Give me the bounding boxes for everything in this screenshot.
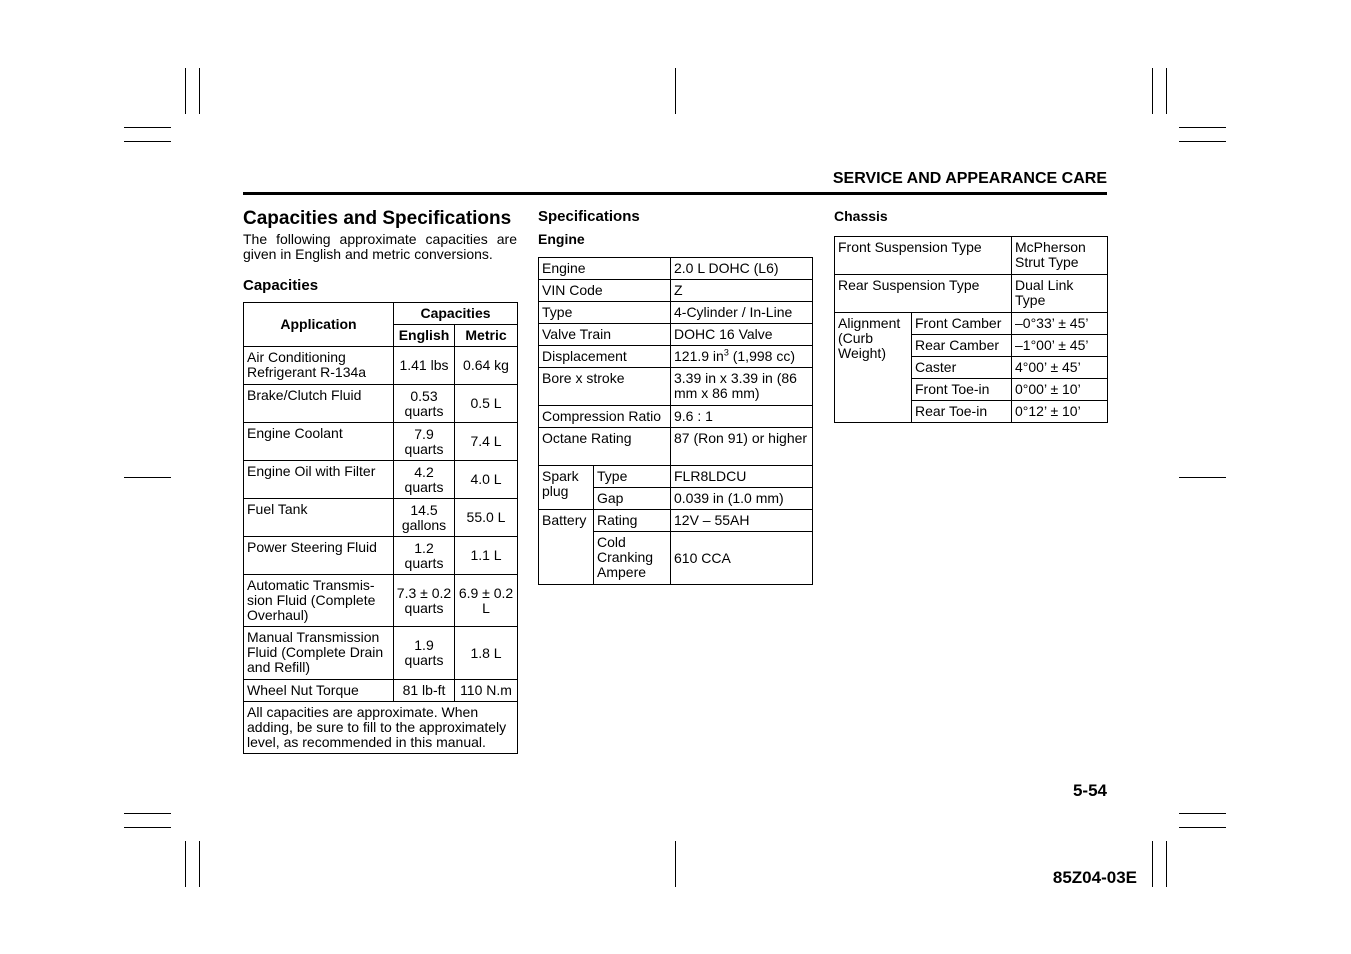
alignment-item-label: Rear Toe-in: [912, 401, 1012, 423]
metric-cell: 0.5 L: [455, 385, 518, 423]
crop-mark: [124, 477, 171, 478]
application-cell: Engine Oil with Filter: [244, 461, 394, 499]
crop-mark: [675, 841, 676, 887]
metric-cell: 0.64 kg: [455, 347, 518, 385]
engine-subheading: Engine: [538, 231, 585, 247]
alignment-item-label: Rear Camber: [912, 335, 1012, 357]
crop-mark: [1166, 841, 1167, 887]
table-row: [244, 575, 518, 627]
alignment-item-value: 0°00’ ± 10’: [1012, 379, 1108, 401]
displacement-label: Displacement: [539, 346, 671, 368]
english-cell: 4.2 quarts: [394, 461, 455, 499]
application-cell: Engine Coolant: [244, 423, 394, 461]
chassis-specs-table: [834, 236, 1108, 423]
type-label: Type: [539, 302, 671, 324]
displacement-exponent: 3: [723, 347, 729, 358]
table-row: [244, 385, 518, 423]
alignment-item-value: 4°00’ ± 45’: [1012, 357, 1108, 379]
application-cell: Power Steering Fluid: [244, 537, 394, 575]
crop-mark: [1179, 127, 1226, 128]
valve-train-value: DOHC 16 Valve: [671, 324, 813, 346]
spark-plug-label: Spark plug: [539, 466, 594, 510]
crop-mark: [199, 68, 200, 114]
column-header-english: English: [394, 325, 455, 347]
intro-text-line2: given in English and metric conversions.: [243, 246, 493, 262]
capacities-heading: Capacities: [243, 277, 319, 294]
capacities-note: All capacities are approximate. When adding, be sure to fill to the approximately level, as recommended in this manual.: [244, 702, 518, 754]
crop-mark: [124, 827, 171, 828]
application-cell: Wheel Nut Torque: [244, 680, 394, 702]
displacement-value-cc: (1,998 cc): [728, 348, 795, 364]
engine-specs-table: [538, 257, 813, 585]
document-code: 85Z04-03E: [1052, 868, 1137, 887]
alignment-label: Alignment (Curb Weight): [835, 313, 912, 423]
table-row: [244, 423, 518, 461]
cold-cranking-label: Cold Cranking Ampere: [594, 532, 671, 585]
crop-mark: [124, 141, 171, 142]
crop-mark: [1152, 68, 1153, 114]
front-suspension-value: McPherson Strut Type: [1012, 237, 1108, 275]
alignment-item-label: Front Camber: [912, 313, 1012, 335]
page-title: Capacities and Specifications: [243, 208, 512, 229]
vin-code-label: VIN Code: [539, 280, 671, 302]
english-cell: 1.41 lbs: [394, 347, 455, 385]
crop-mark: [199, 841, 200, 887]
specifications-column: [538, 209, 812, 585]
spark-type-label: Type: [594, 466, 671, 488]
crop-mark: [1166, 68, 1167, 114]
battery-rating-value: 12V – 55AH: [671, 510, 813, 532]
crop-mark: [185, 68, 186, 114]
alignment-item-label: Front Toe-in: [912, 379, 1012, 401]
table-row: [244, 499, 518, 537]
crop-mark: [1152, 841, 1153, 887]
english-cell: 7.9 quarts: [394, 423, 455, 461]
english-cell: 1.2 quarts: [394, 537, 455, 575]
cold-cranking-value: 610 CCA: [671, 532, 813, 585]
table-row: [244, 627, 518, 680]
application-cell: Brake/Clutch Fluid: [244, 385, 394, 423]
compression-ratio-value: 9.6 : 1: [671, 406, 813, 428]
section-title: SERVICE AND APPEARANCE CARE: [832, 170, 1107, 187]
application-cell: Automatic Transmis- sion Fluid (Complete Overhaul): [244, 575, 394, 627]
vin-code-value: Z: [671, 280, 813, 302]
chassis-column: [834, 209, 1107, 423]
metric-cell: 55.0 L: [455, 499, 518, 537]
battery-rating-label: Rating: [594, 510, 671, 532]
table-row: [244, 461, 518, 499]
table-note-row: [244, 702, 518, 754]
table-row: [244, 537, 518, 575]
displacement-value-main: 121.9 in: [674, 348, 724, 364]
crop-mark: [1179, 141, 1226, 142]
bore-stroke-value: 3.39 in x 3.39 in (86 mm x 86 mm): [671, 368, 813, 406]
metric-cell: 6.9 ± 0.2 L: [455, 575, 518, 627]
metric-cell: 1.8 L: [455, 627, 518, 680]
engine-value: 2.0 L DOHC (L6): [671, 258, 813, 280]
crop-mark: [1179, 827, 1226, 828]
column-header-application: Application: [244, 303, 394, 347]
crop-mark: [1179, 477, 1226, 478]
front-suspension-label: Front Suspension Type: [835, 237, 1012, 275]
specifications-heading: Specifications: [538, 208, 640, 225]
english-cell: 1.9 quarts: [394, 627, 455, 680]
application-cell: Fuel Tank: [244, 499, 394, 537]
crop-mark: [124, 127, 171, 128]
intro-text-line1: The following approximate capacities are: [243, 231, 517, 247]
alignment-item-value: 0°12’ ± 10’: [1012, 401, 1108, 423]
spark-gap-value: 0.039 in (1.0 mm): [671, 488, 813, 510]
capacities-column: [243, 208, 517, 754]
alignment-item-label: Caster: [912, 357, 1012, 379]
crop-mark: [185, 841, 186, 887]
page-number: 5-54: [1072, 781, 1107, 800]
compression-ratio-label: Compression Ratio: [539, 406, 671, 428]
column-header-metric: Metric: [455, 325, 518, 347]
application-cell: Air Conditioning Refrigerant R-134a: [244, 347, 394, 385]
crop-mark: [124, 813, 171, 814]
metric-cell: 110 N.m: [455, 680, 518, 702]
metric-cell: 7.4 L: [455, 423, 518, 461]
english-cell: 14.5 gallons: [394, 499, 455, 537]
alignment-item-value: –0°33’ ± 45’: [1012, 313, 1108, 335]
valve-train-label: Valve Train: [539, 324, 671, 346]
type-value: 4-Cylinder / In-Line: [671, 302, 813, 324]
header-rule: [243, 192, 1107, 195]
bore-stroke-label: Bore x stroke: [539, 368, 671, 406]
table-row: [244, 347, 518, 385]
alignment-item-value: –1°00’ ± 45’: [1012, 335, 1108, 357]
rear-suspension-label: Rear Suspension Type: [835, 275, 1012, 313]
spark-gap-label: Gap: [594, 488, 671, 510]
english-cell: 7.3 ± 0.2 quarts: [394, 575, 455, 627]
column-header-capacities: Capacities: [394, 303, 518, 325]
table-row: [244, 680, 518, 702]
octane-rating-label: Octane Rating: [539, 428, 671, 466]
crop-mark: [675, 68, 676, 114]
capacities-table: [243, 302, 518, 754]
application-cell: Manual Transmission Fluid (Complete Drain and Refill): [244, 627, 394, 680]
metric-cell: 1.1 L: [455, 537, 518, 575]
english-cell: 0.53 quarts: [394, 385, 455, 423]
engine-label: Engine: [539, 258, 671, 280]
octane-rating-value: 87 (Ron 91) or higher: [671, 428, 813, 466]
crop-mark: [1179, 813, 1226, 814]
spark-type-value: FLR8LDCU: [671, 466, 813, 488]
chassis-heading: Chassis: [834, 208, 888, 224]
rear-suspension-value: Dual Link Type: [1012, 275, 1108, 313]
displacement-value: [671, 346, 813, 368]
english-cell: 81 lb-ft: [394, 680, 455, 702]
metric-cell: 4.0 L: [455, 461, 518, 499]
battery-label: Battery: [539, 510, 594, 585]
